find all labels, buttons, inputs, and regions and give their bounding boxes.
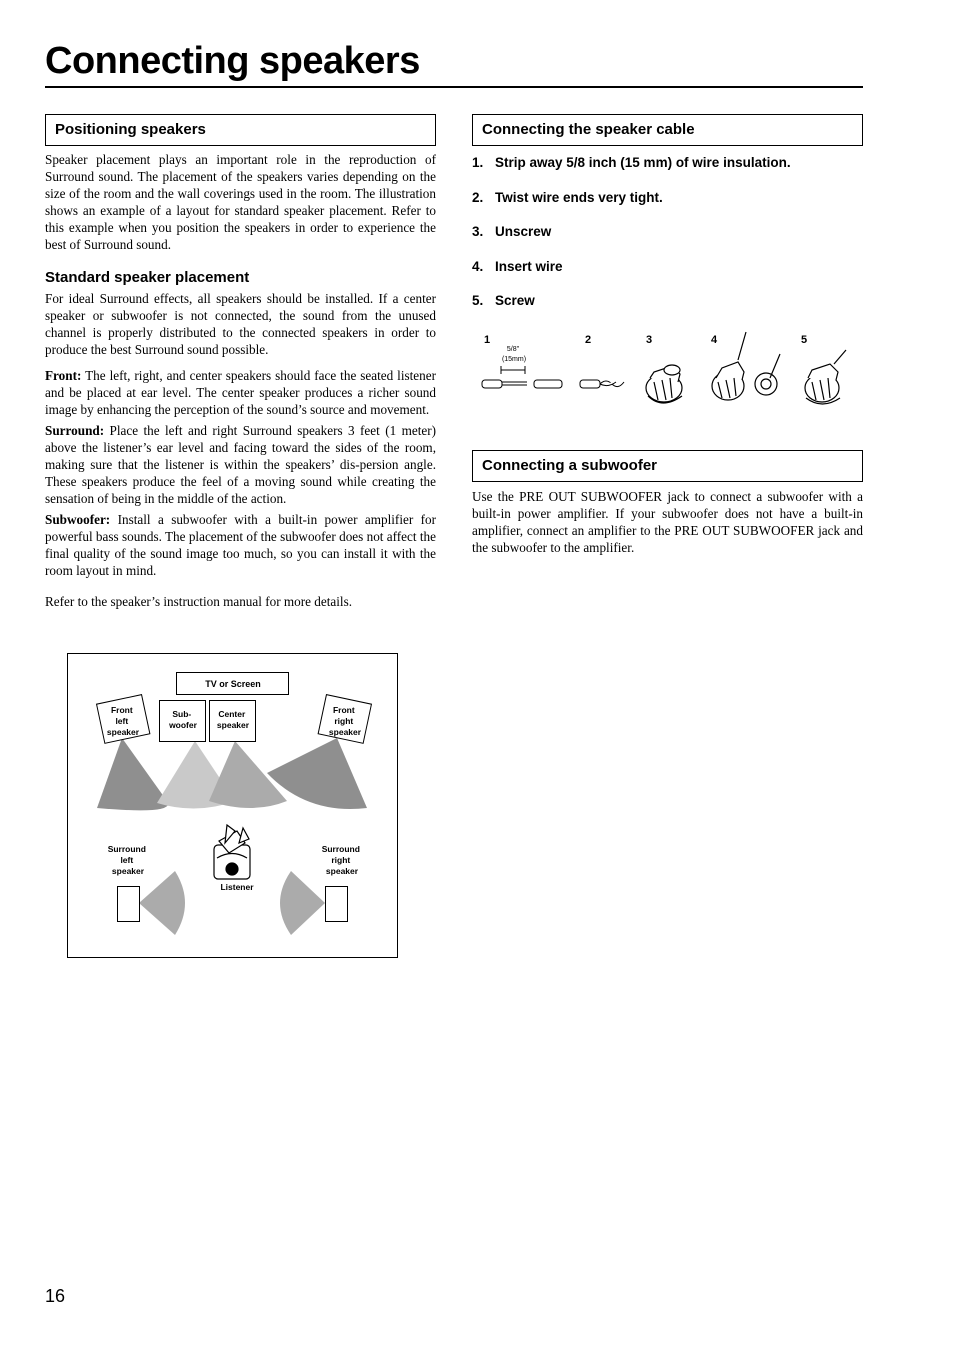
surround-paragraph — [45, 422, 436, 507]
front-text: The left, right, and center speakers should face the seated listener and be placed at ear level. The center speaker produces a richer sound image by enhancing the perception of the sound’s source and movement. — [45, 368, 436, 417]
cable-step: 2. Twist wire ends very tight. — [472, 189, 663, 205]
subwoofer-label: Subwoofer: — [45, 512, 111, 527]
wiring-illustration — [472, 326, 864, 410]
page-number: 16 — [45, 1286, 66, 1306]
positioning-body — [45, 151, 436, 618]
cable-step: 4. Insert wire — [472, 258, 563, 274]
surround-right-speaker — [326, 887, 348, 922]
svg-text:4: 4 — [711, 334, 718, 346]
cable-step: 5. Screw — [472, 293, 535, 308]
surround-left-label: Surround left speaker — [107, 844, 146, 876]
stripped-wire-icon — [482, 366, 562, 388]
measure-label: 5/8" (15mm) — [501, 346, 527, 363]
cable-step: 3. Unscrew — [472, 224, 552, 239]
subwoofer-box-label: Sub- woofer — [169, 709, 197, 730]
center-speaker-label: Center speaker — [216, 709, 250, 730]
svg-text:2: 2 — [585, 334, 592, 346]
tv-label: TV or Screen — [205, 679, 261, 689]
cable-step: 1. Strip away 5/8 inch (15 mm) of wire insulation. — [472, 155, 791, 170]
front-right-label: Front right speaker — [328, 705, 362, 737]
terminal-unscrew-icon — [646, 365, 682, 403]
terminal-screw-icon — [805, 350, 846, 404]
cable-steps — [472, 154, 862, 327]
subwoofer-paragraph — [45, 511, 436, 579]
figure-numbers — [484, 334, 807, 346]
standard-placement-heading: Standard speaker placement — [45, 269, 250, 286]
svg-text:5: 5 — [801, 334, 808, 346]
standard-placement-text: For ideal Surround effects, all speakers should be installed. If a center speaker or subwoofer is not connected, the sound from the unused channel is properly distributed to the connected speakers in order to produce the best Surround sound possible. — [45, 291, 436, 357]
front-label: Front: — [45, 368, 82, 383]
title-rule — [45, 86, 863, 88]
subwoofer-body — [472, 488, 863, 564]
positioning-heading: Positioning speakers — [45, 114, 436, 146]
positioning-intro: Speaker placement plays an important role in the reproduction of Surround sound. The placement of the speakers varies depending on the size of the room and the wall coverings used in the room. The illustration shows an example of a layout for standard speaker placement. Refer to this example when you position the speakers in order to experience the best of Surround sound. — [45, 152, 436, 252]
svg-text:3: 3 — [646, 334, 653, 346]
listener-label: Listener — [220, 882, 254, 892]
front-paragraph — [45, 367, 436, 418]
surround-label: Surround: — [45, 423, 105, 438]
surround-right-label: Surround right speaker — [321, 844, 360, 876]
svg-text:1: 1 — [484, 334, 491, 346]
surround-left-speaker — [118, 887, 140, 922]
speaker-cable-heading: Connecting the speaker cable — [472, 114, 863, 146]
insert-wire-icon — [712, 332, 780, 400]
twisted-wire-icon — [580, 380, 624, 388]
surround-text: Place the left and right Surround speakers 3 feet (1 meter) above the listener’s ear level and facing toward the sides of the room, making sure that the listener is within the speakers’ dis-persion angle. These speakers produce the feel of a moving sound while creating the sensation of being in the middle of the action. — [45, 423, 436, 506]
refer-text: Refer to the speaker’s instruction manual for more details. — [45, 594, 353, 609]
page-title: Connecting speakers — [45, 40, 420, 82]
speaker-placement-diagram — [67, 653, 398, 958]
subwoofer-heading: Connecting a subwoofer — [472, 450, 863, 482]
subwoofer-connection-text: Use the PRE OUT SUBWOOFER jack to connect a subwoofer with a built-in power amplifier. If your subwoofer does not have a built-in amplifier, connect an amplifier to the PRE OUT SUBWOOFER jack and the subwoofer to the amplifier. — [472, 489, 863, 555]
subwoofer-text: Install a subwoofer with a built-in power amplifier for powerful bass sounds. The placement of the subwoofer does not affect the final quality of the sound image too much, so you can install it with the room layout in mind. — [45, 512, 436, 578]
front-left-label: Front left speaker — [106, 705, 140, 737]
